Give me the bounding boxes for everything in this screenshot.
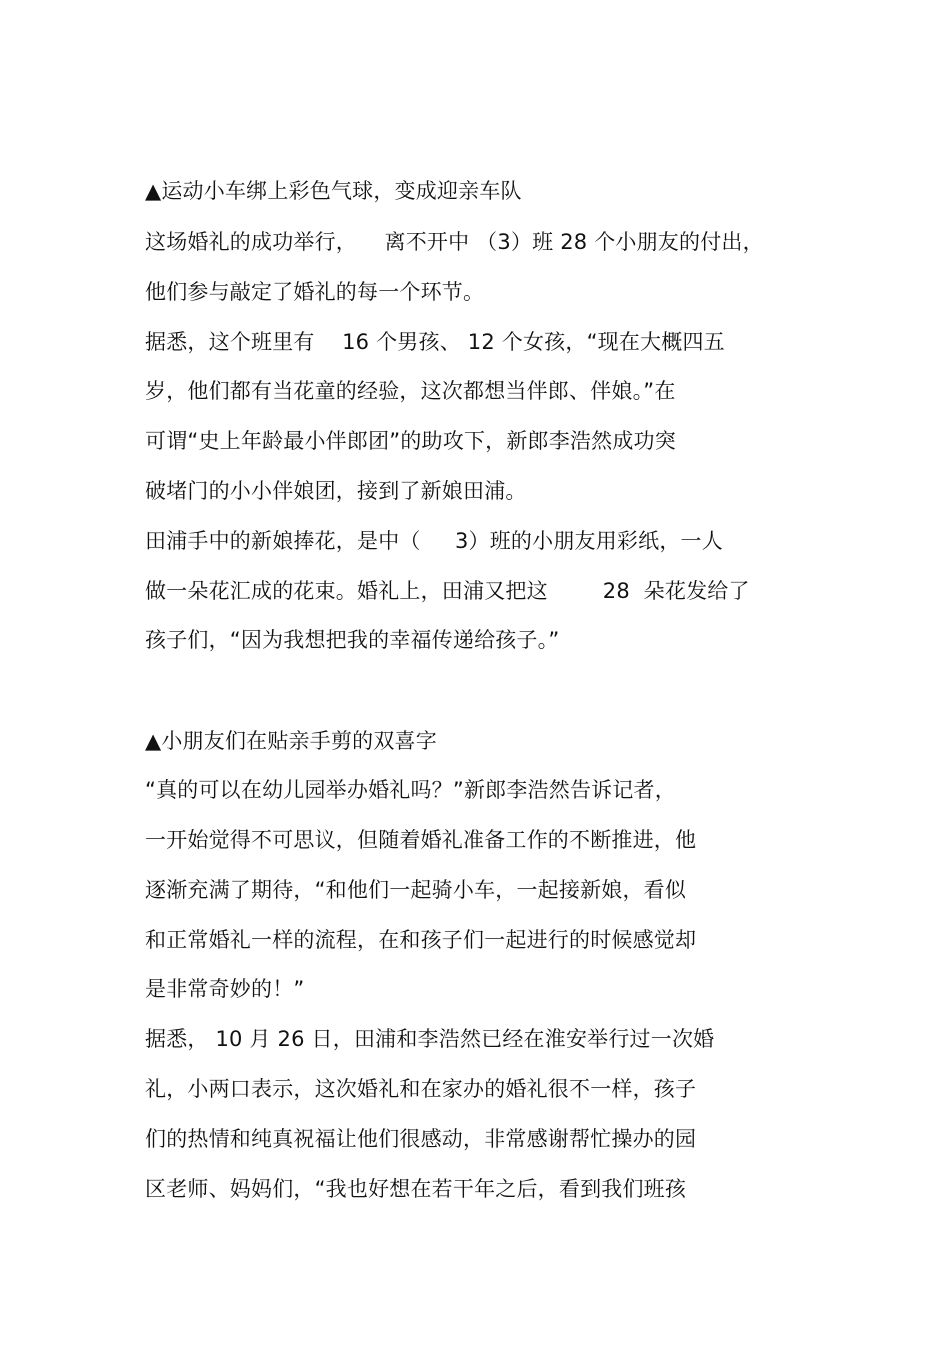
paragraph-line: 田浦手中的新娘捧花，是中（ 3）班的小朋友用彩纸，一人 bbox=[145, 529, 723, 553]
paragraph-line: 据悉，这个班里有 16 个男孩、 12 个女孩，“现在大概四五 bbox=[145, 330, 725, 354]
photo-caption: ▲小朋友们在贴亲手剪的双喜字 bbox=[145, 729, 437, 753]
paragraph-line: 可谓“史上年龄最小伴郎团”的助攻下，新郎李浩然成功突 bbox=[145, 429, 676, 453]
paragraph-line: 和正常婚礼一样的流程，在和孩子们一起进行的时候感觉却 bbox=[145, 928, 697, 952]
paragraph-line: 是非常奇妙的！” bbox=[145, 977, 305, 1001]
paragraph-line: “真的可以在幼儿园举办婚礼吗？”新郎李浩然告诉记者， bbox=[145, 778, 676, 802]
paragraph-line: 孩子们，“因为我想把我的幸福传递给孩子。” bbox=[145, 628, 560, 652]
paragraph-line: 一开始觉得不可思议，但随着婚礼准备工作的不断推进，他 bbox=[145, 828, 697, 852]
paragraph-line: 做一朵花汇成的花束。婚礼上，田浦又把这 28 朵花发给了 bbox=[145, 579, 750, 603]
paragraph-line: 据悉， 10 月 26 日，田浦和李浩然已经在淮安举行过一次婚 bbox=[145, 1027, 715, 1051]
paragraph-line: 他们参与敲定了婚礼的每一个环节。 bbox=[145, 280, 485, 304]
paragraph-line: 们的热情和纯真祝福让他们很感动，非常感谢帮忙操办的园 bbox=[145, 1127, 697, 1151]
paragraph-line: 逐渐充满了期待，“和他们一起骑小车，一起接新娘，看似 bbox=[145, 878, 687, 902]
photo-caption: ▲运动小车绑上彩色气球，变成迎亲车队 bbox=[145, 179, 522, 203]
paragraph-line: 破堵门的小小伴娘团，接到了新娘田浦。 bbox=[145, 479, 527, 503]
paragraph-line: 岁，他们都有当花童的经验，这次都想当伴郎、伴娘。”在 bbox=[145, 379, 676, 403]
paragraph-line: 这场婚礼的成功举行， 离不开中 （3）班 28 个小朋友的付出， bbox=[145, 230, 764, 254]
paragraph-line: 区老师、妈妈们，“我也好想在若干年之后，看到我们班孩 bbox=[145, 1177, 687, 1201]
paragraph-line: 礼，小两口表示，这次婚礼和在家办的婚礼很不一样，孩子 bbox=[145, 1077, 697, 1101]
